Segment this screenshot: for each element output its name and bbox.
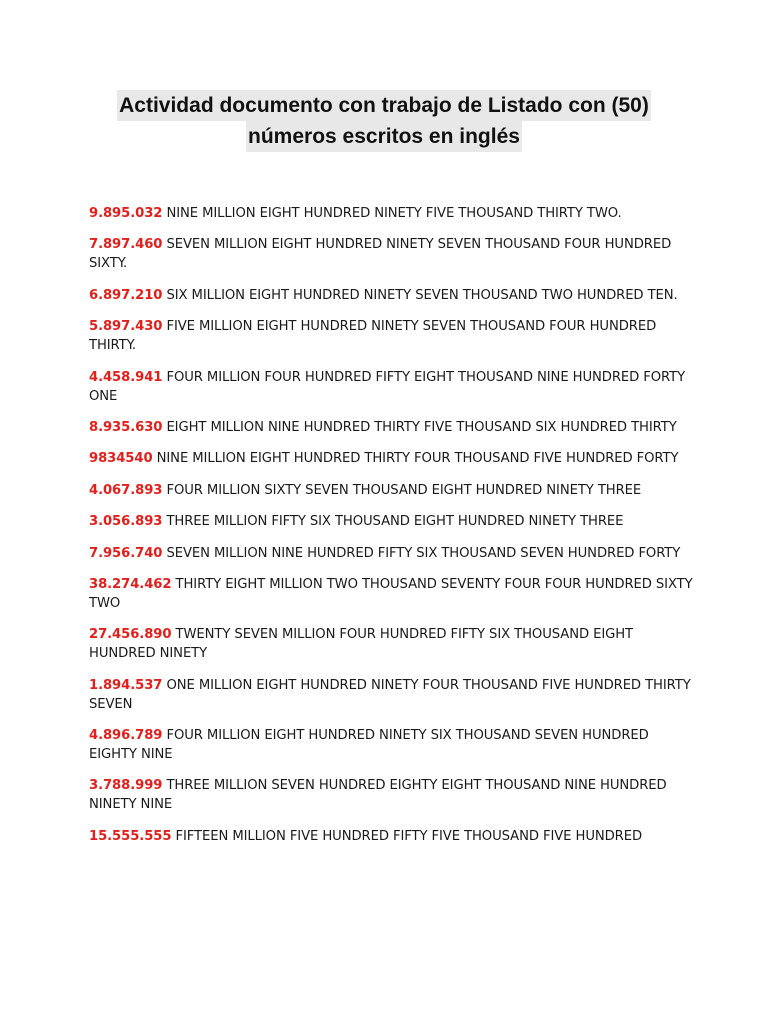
- entry-words: EIGHT MILLION NINE HUNDRED THIRTY FIVE THOUSAND SIX HUNDRED THIRTY: [166, 419, 677, 435]
- list-item: [89, 418, 699, 437]
- title-line-2: números escritos en inglés: [246, 121, 522, 152]
- entry-number: 5.897.430: [89, 319, 163, 335]
- entry-number: 7.897.460: [89, 237, 163, 253]
- list-item: [89, 235, 699, 273]
- entry-number: 4.458.941: [89, 369, 163, 385]
- entry-number: 4.896.789: [89, 728, 163, 744]
- entry-number: 4.067.893: [89, 482, 163, 498]
- list-item: [89, 512, 699, 531]
- list-item: [89, 827, 699, 846]
- entry-words: FIFTEEN MILLION FIVE HUNDRED FIFTY FIVE THOUSAND FIVE HUNDRED: [175, 828, 643, 844]
- entry-words: THREE MILLION SEVEN HUNDRED EIGHTY EIGHT THOUSAND NINE HUNDRED NINETY NINE: [89, 778, 667, 813]
- entry-words: NINE MILLION EIGHT HUNDRED THIRTY FOUR THOUSAND FIVE HUNDRED FORTY: [156, 451, 679, 467]
- list-item: [89, 544, 699, 563]
- entry-words: SEVEN MILLION NINE HUNDRED FIFTY SIX THOUSAND SEVEN HUNDRED FORTY: [166, 545, 681, 561]
- entry-number: 8.935.630: [89, 419, 163, 435]
- entry-number: 9834540: [89, 451, 153, 467]
- entry-words: THIRTY EIGHT MILLION TWO THOUSAND SEVENTY FOUR FOUR HUNDRED SIXTY TWO: [89, 576, 693, 611]
- entry-words: ONE MILLION EIGHT HUNDRED NINETY FOUR THOUSAND FIVE HUNDRED THIRTY SEVEN: [89, 677, 691, 712]
- entry-words: TWENTY SEVEN MILLION FOUR HUNDRED FIFTY SIX THOUSAND EIGHT HUNDRED NINETY: [89, 627, 634, 662]
- title-line-1: Actividad documento con trabajo de Listado con (50): [117, 90, 651, 121]
- number-list: [89, 204, 699, 858]
- entry-number: 15.555.555: [89, 828, 172, 844]
- entry-number: 6.897.210: [89, 287, 163, 303]
- list-item: [89, 625, 699, 663]
- list-item: [89, 449, 699, 468]
- entry-number: 1.894.537: [89, 677, 163, 693]
- entry-number: 9.895.032: [89, 206, 163, 221]
- entry-words: NINE MILLION EIGHT HUNDRED NINETY FIVE THOUSAND THIRTY TWO.: [166, 206, 622, 221]
- list-item: [89, 204, 699, 223]
- entry-words: FOUR MILLION EIGHT HUNDRED NINETY SIX THOUSAND SEVEN HUNDRED EIGHTY NINE: [89, 728, 649, 763]
- entry-number: 27.456.890: [89, 627, 172, 643]
- entry-number: 7.956.740: [89, 545, 163, 561]
- entry-words: FOUR MILLION SIXTY SEVEN THOUSAND EIGHT HUNDRED NINETY THREE: [166, 482, 642, 498]
- entry-words: SEVEN MILLION EIGHT HUNDRED NINETY SEVEN THOUSAND FOUR HUNDRED SIXTY.: [89, 237, 672, 272]
- entry-number: 3.788.999: [89, 778, 163, 794]
- entry-number: 38.274.462: [89, 576, 172, 592]
- entry-words: THREE MILLION FIFTY SIX THOUSAND EIGHT HUNDRED NINETY THREE: [166, 514, 624, 530]
- list-item: [89, 575, 699, 613]
- list-item: [89, 481, 699, 500]
- entry-words: SIX MILLION EIGHT HUNDRED NINETY SEVEN THOUSAND TWO HUNDRED TEN.: [166, 287, 678, 303]
- list-item: [89, 776, 699, 814]
- entry-words: FOUR MILLION FOUR HUNDRED FIFTY EIGHT THOUSAND NINE HUNDRED FORTY ONE: [89, 369, 686, 404]
- document-title: [0, 90, 768, 152]
- list-item: [89, 676, 699, 714]
- list-item: [89, 726, 699, 764]
- entry-number: 3.056.893: [89, 514, 163, 530]
- list-item: [89, 317, 699, 355]
- entry-words: FIVE MILLION EIGHT HUNDRED NINETY SEVEN THOUSAND FOUR HUNDRED THIRTY.: [89, 319, 657, 354]
- list-item: [89, 286, 699, 305]
- list-item: [89, 368, 699, 406]
